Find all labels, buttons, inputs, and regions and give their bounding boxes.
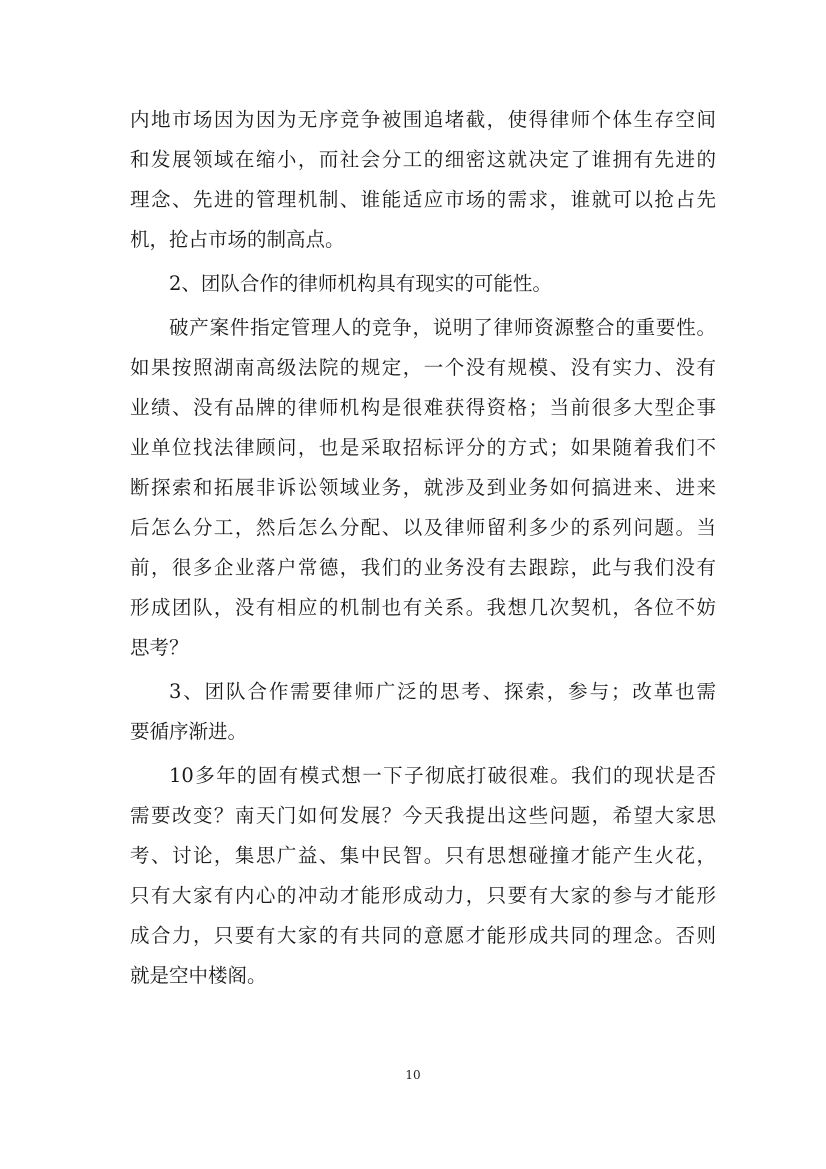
paragraph-line: 需要改变？南天门如何发展？今天我提出这些问题，希望大家思 [130,804,716,827]
paragraph-line: 就是空中楼阁。 [130,964,267,987]
section-heading: 2、团队合作的律师机构具有现实的可能性。 [169,272,552,295]
paragraph-line: 破产案件指定管理人的竞争，说明了律师资源整合的重要性。 [169,316,716,339]
section-heading: 要循序渐进。 [130,720,248,743]
paragraph-line: 10多年的固有模式想一下子彻底打破很难。我们的现状是否 [169,764,716,787]
paragraph-line: 业绩、没有品牌的律师机构是很难获得资格；当前很多大型企事 [130,396,716,419]
paragraph-line: 成合力，只要有大家的有共同的意愿才能形成共同的理念。否则 [130,924,716,947]
paragraph-line: 考、讨论，集思广益、集中民智。只有思想碰撞才能产生火花， [130,844,716,867]
paragraph-line: 如果按照湖南高级法院的规定，一个没有规模、没有实力、没有 [130,356,716,379]
paragraph-line: 机，抢占市场的制高点。 [130,228,345,251]
paragraph-line: 只有大家有内心的冲动才能形成动力，只要有大家的参与才能形 [130,884,716,907]
body-text [130,100,716,996]
paragraph-line: 后怎么分工，然后怎么分配、以及律师留利多少的系列问题。当 [130,516,716,539]
section-heading: 3、团队合作需要律师广泛的思考、探索，参与；改革也需 [169,680,716,703]
paragraph-line: 形成团队，没有相应的机制也有关系。我想几次契机，各位不妨 [130,596,716,619]
paragraph-line: 内地市场因为因为无序竞争被围追堵截，使得律师个体生存空间 [130,108,716,131]
paragraph-line: 理念、先进的管理机制、谁能适应市场的需求，谁就可以抢占先 [130,188,716,211]
paragraph-line: 业单位找法律顾问，也是采取招标评分的方式；如果随着我们不 [130,436,716,459]
page-number: 10 [405,1068,421,1082]
paragraph-line: 前，很多企业落户常德，我们的业务没有去跟踪，此与我们没有 [130,556,716,579]
paragraph-line: 断探索和拓展非诉讼领域业务，就涉及到业务如何搞进来、进来 [130,476,716,499]
paragraph-line: 思考？ [130,636,189,659]
paragraph-line: 和发展领域在缩小，而社会分工的细密这就决定了谁拥有先进的 [130,148,716,171]
